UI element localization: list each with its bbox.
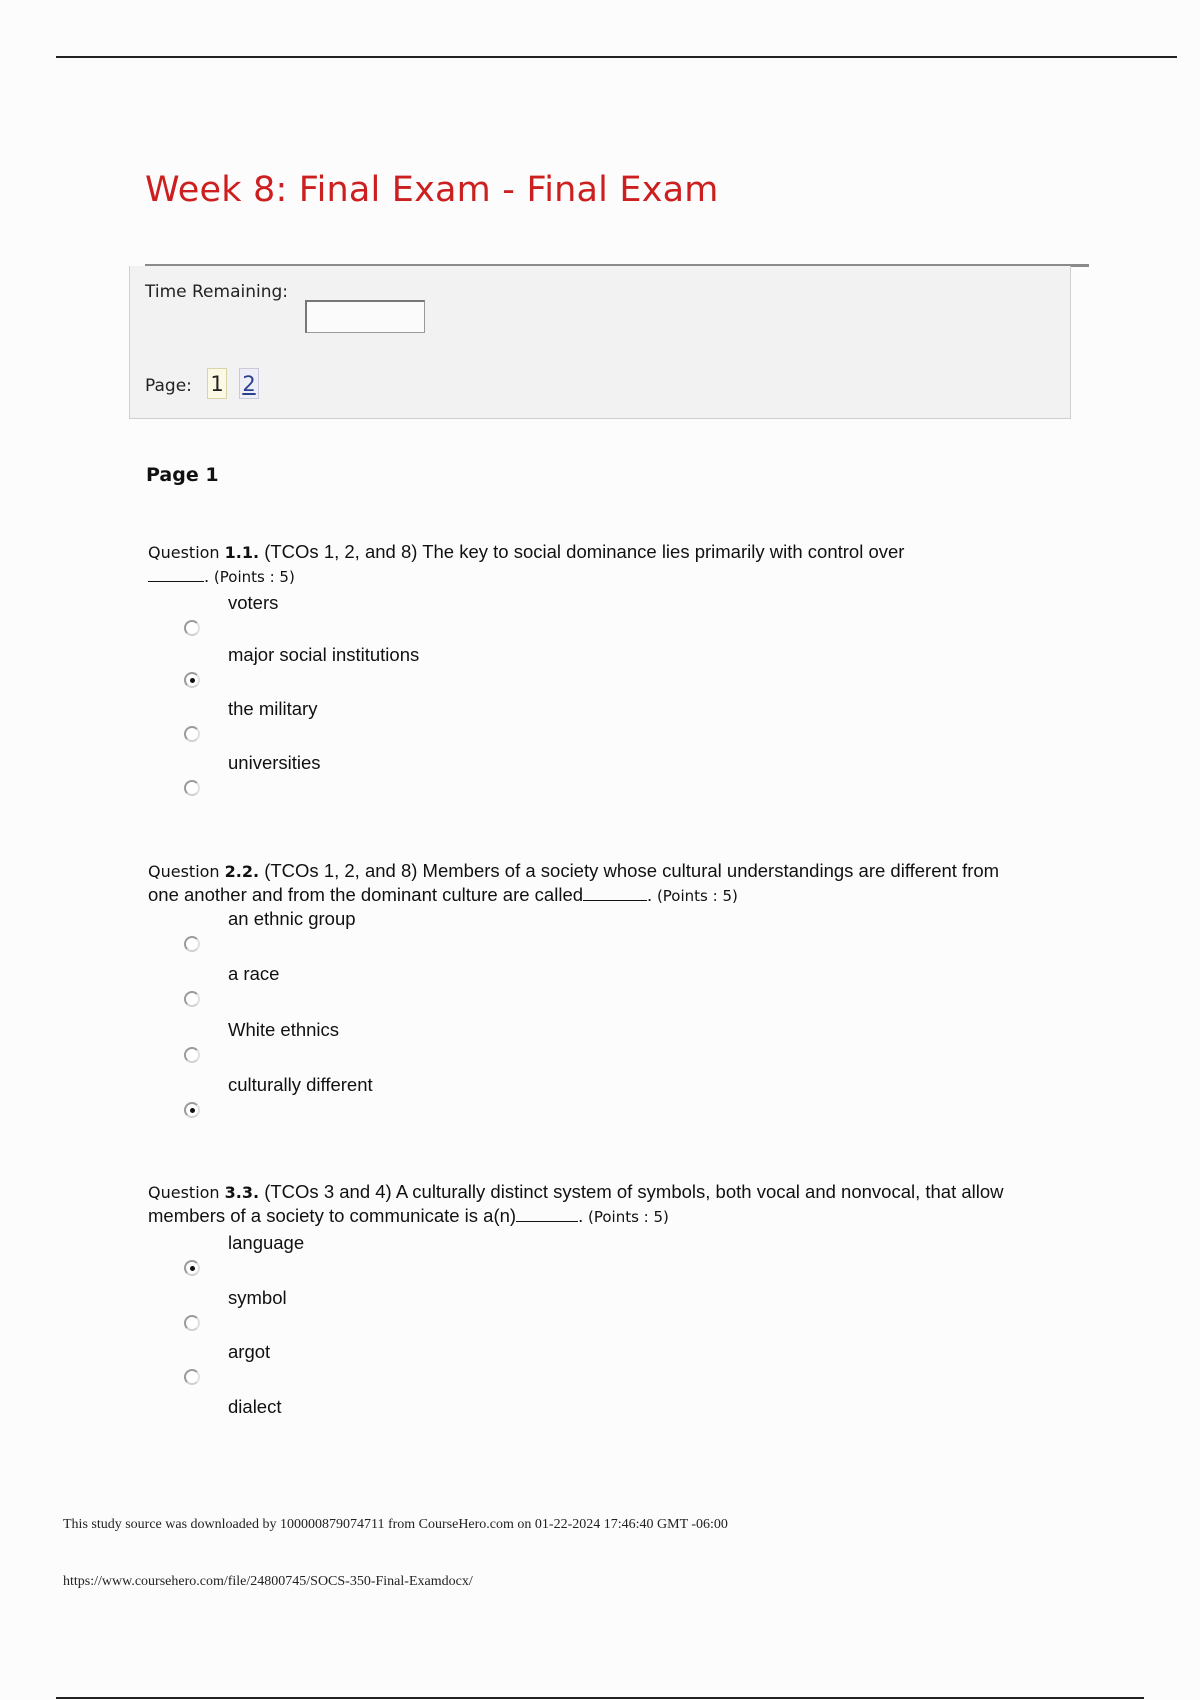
answer-option xyxy=(0,963,600,1017)
option-label: language xyxy=(228,1232,305,1253)
bottom-rule xyxy=(56,1697,1144,1699)
answer-option xyxy=(0,752,600,806)
question-3 xyxy=(148,1180,1048,1229)
answer-option xyxy=(0,1019,600,1073)
top-rule xyxy=(56,56,1177,58)
radio-button[interactable] xyxy=(184,620,200,636)
question-stem: (TCOs 1, 2, and 8) Members of a society whose cultural understandings are different from one another and from the dominant culture are called xyxy=(148,860,1000,905)
stem-end: . xyxy=(647,884,653,905)
radio-button[interactable] xyxy=(184,1315,200,1331)
radio-button[interactable] xyxy=(184,991,200,1007)
question-number: 2.2. xyxy=(224,862,260,881)
stem-end: . xyxy=(578,1205,584,1226)
pagination-label: Page: xyxy=(145,376,192,396)
stem-end: . xyxy=(204,565,210,586)
answer-option xyxy=(0,592,600,646)
time-remaining-field xyxy=(305,300,425,333)
exam-control-panel xyxy=(129,266,1071,419)
option-label: major social institutions xyxy=(228,644,420,665)
question-1-text xyxy=(148,540,988,589)
radio-button[interactable] xyxy=(184,1047,200,1063)
question-points: (Points : 5) xyxy=(652,887,738,905)
answer-blank xyxy=(583,886,647,901)
option-label: argot xyxy=(228,1341,271,1362)
question-stem: (TCOs 3 and 4) A culturally distinct system of symbols, both vocal and nonvocal, that allow members of a society to communicate is a(n) xyxy=(148,1181,1004,1226)
answer-option xyxy=(0,908,600,962)
page-2-link[interactable]: 2 xyxy=(239,368,259,399)
question-2 xyxy=(148,859,1048,908)
option-label: an ethnic group xyxy=(228,908,356,929)
question-points: (Points : 5) xyxy=(209,568,295,586)
answer-blank xyxy=(148,567,204,582)
page-title: Week 8: Final Exam - Final Exam xyxy=(145,170,719,210)
radio-button[interactable] xyxy=(184,1369,200,1385)
radio-button-selected[interactable] xyxy=(184,1102,200,1118)
question-points: (Points : 5) xyxy=(583,1208,669,1226)
option-label: dialect xyxy=(228,1396,282,1417)
source-url[interactable]: https://www.coursehero.com/file/24800745/SOCS-350-Final-Examdocx/ xyxy=(63,1574,473,1589)
answer-blank xyxy=(516,1207,578,1222)
question-1-options xyxy=(0,592,700,812)
answer-option xyxy=(0,1287,600,1341)
question-number: 1.1. xyxy=(224,543,260,562)
answer-option xyxy=(0,698,600,752)
answer-option xyxy=(0,1232,600,1286)
option-label: culturally different xyxy=(228,1074,373,1095)
section-heading: Page 1 xyxy=(146,464,219,486)
option-label: the military xyxy=(228,698,318,719)
question-number: 3.3. xyxy=(224,1183,260,1202)
question-2-text xyxy=(148,859,1028,908)
question-prefix: Question xyxy=(148,862,225,881)
answer-option xyxy=(0,1341,600,1395)
question-2-options xyxy=(0,908,700,1138)
download-notice: This study source was downloaded by 100000879074711 from CourseHero.com on 01-22-2024 17:46:40 GMT -06:00 xyxy=(63,1517,728,1532)
radio-button-selected[interactable] xyxy=(184,1260,200,1276)
answer-option xyxy=(0,644,600,698)
question-stem: (TCOs 1, 2, and 8) The key to social dominance lies primarily with control over xyxy=(259,541,905,562)
option-label: White ethnics xyxy=(228,1019,340,1040)
question-prefix: Question xyxy=(148,543,225,562)
option-label: a race xyxy=(228,963,280,984)
radio-button-selected[interactable] xyxy=(184,672,200,688)
radio-button[interactable] xyxy=(184,780,200,796)
answer-option xyxy=(0,1074,600,1128)
radio-button[interactable] xyxy=(184,936,200,952)
option-label: universities xyxy=(228,752,321,773)
question-3-options xyxy=(0,1232,700,1432)
question-prefix: Question xyxy=(148,1183,225,1202)
radio-button[interactable] xyxy=(184,726,200,742)
question-3-text xyxy=(148,1180,1028,1229)
time-remaining-label: Time Remaining: xyxy=(145,282,289,302)
question-1 xyxy=(148,540,1048,589)
option-label: voters xyxy=(228,592,279,613)
page-1-current: 1 xyxy=(207,368,227,399)
answer-option xyxy=(0,1396,600,1450)
option-label: symbol xyxy=(228,1287,287,1308)
